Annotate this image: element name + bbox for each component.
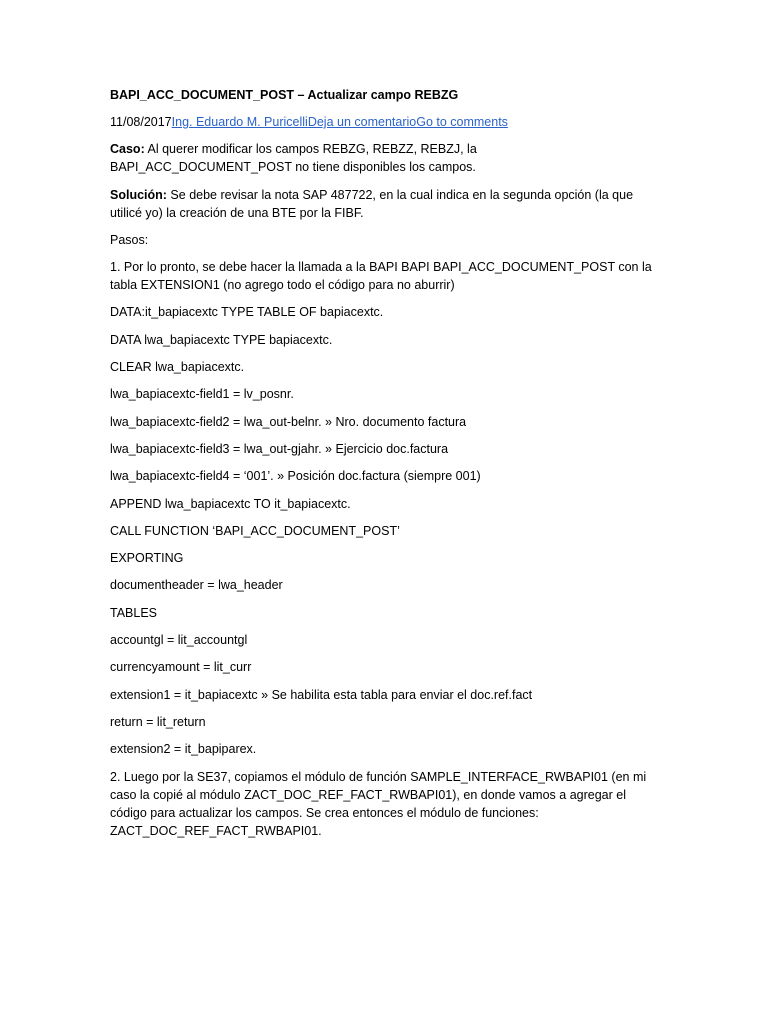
solucion-label: Solución: bbox=[110, 187, 167, 202]
code-line: lwa_bapiacextc-field4 = ‘001’. » Posición doc.factura (siempre 001) bbox=[110, 469, 481, 484]
caso-label: Caso: bbox=[110, 142, 145, 157]
caso-paragraph bbox=[110, 140, 660, 176]
go-to-comments-link[interactable]: Go to comments bbox=[416, 115, 508, 129]
step-1-paragraph: 1. Por lo pronto, se debe hacer la llamada a la BAPI BAPI BAPI_ACC_DOCUMENT_POST con la tabla EXTENSION1 (no agrego todo el código para no aburrir) bbox=[110, 260, 652, 293]
leave-comment-link[interactable]: Deja un comentario bbox=[307, 115, 417, 129]
code-line: DATA lwa_bapiacextc TYPE bapiacextc. bbox=[110, 332, 333, 347]
code-line: return = lit_return bbox=[110, 714, 206, 729]
code-line: TABLES bbox=[110, 605, 158, 620]
code-line: currencyamount = lit_curr bbox=[110, 660, 252, 675]
solucion-text: Se debe revisar la nota SAP 487722, en la cual indica en la segunda opción (la que utilicé yo) la creación de una BTE por la FIBF. bbox=[110, 187, 634, 220]
code-line: EXPORTING bbox=[110, 551, 184, 566]
code-line: lwa_bapiacextc-field3 = lwa_out-gjahr. » Ejercicio doc.factura bbox=[110, 441, 449, 456]
step-2-paragraph: 2. Luego por la SE37, copiamos el módulo de función SAMPLE_INTERFACE_RWBAPI01 (en mi caso la copié al módulo ZACT_DOC_REF_FACT_RWBAPI01), en donde vamos a agregar el código para actualizar los campos. Se crea entonces el módulo de funciones: ZACT_DOC_REF_FACT_RWBAPI01. bbox=[110, 769, 647, 838]
pasos-heading: Pasos: bbox=[110, 232, 149, 247]
code-line: lwa_bapiacextc-field2 = lwa_out-belnr. » Nro. documento factura bbox=[110, 414, 467, 429]
code-line: CALL FUNCTION ‘BAPI_ACC_DOCUMENT_POST’ bbox=[110, 523, 400, 538]
code-line: documentheader = lwa_header bbox=[110, 578, 283, 593]
caso-text: Al querer modificar los campos REBZG, REBZZ, REBZJ, la BAPI_ACC_DOCUMENT_POST no tiene disponibles los campos. bbox=[110, 142, 477, 175]
code-line: APPEND lwa_bapiacextc TO it_bapiacextc. bbox=[110, 496, 351, 511]
code-line: extension1 = it_bapiacextc » Se habilita esta tabla para enviar el doc.ref.fact bbox=[110, 687, 533, 702]
author-link[interactable]: Ing. Eduardo M. Puricelli bbox=[171, 115, 308, 129]
document-title: BAPI_ACC_DOCUMENT_POST – Actualizar campo REBZG bbox=[110, 88, 459, 102]
code-line: lwa_bapiacextc-field1 = lv_posnr. bbox=[110, 387, 294, 402]
code-line: CLEAR lwa_bapiacextc. bbox=[110, 360, 245, 375]
code-line: extension2 = it_bapiparex. bbox=[110, 742, 257, 757]
code-line: DATA:it_bapiacextc TYPE TABLE OF bapiacextc. bbox=[110, 305, 384, 320]
code-line: accountgl = lit_accountgl bbox=[110, 633, 248, 648]
document-page bbox=[110, 86, 660, 849]
post-date: 11/08/2017 bbox=[110, 115, 172, 129]
solucion-paragraph bbox=[110, 186, 660, 222]
post-meta bbox=[110, 113, 660, 131]
